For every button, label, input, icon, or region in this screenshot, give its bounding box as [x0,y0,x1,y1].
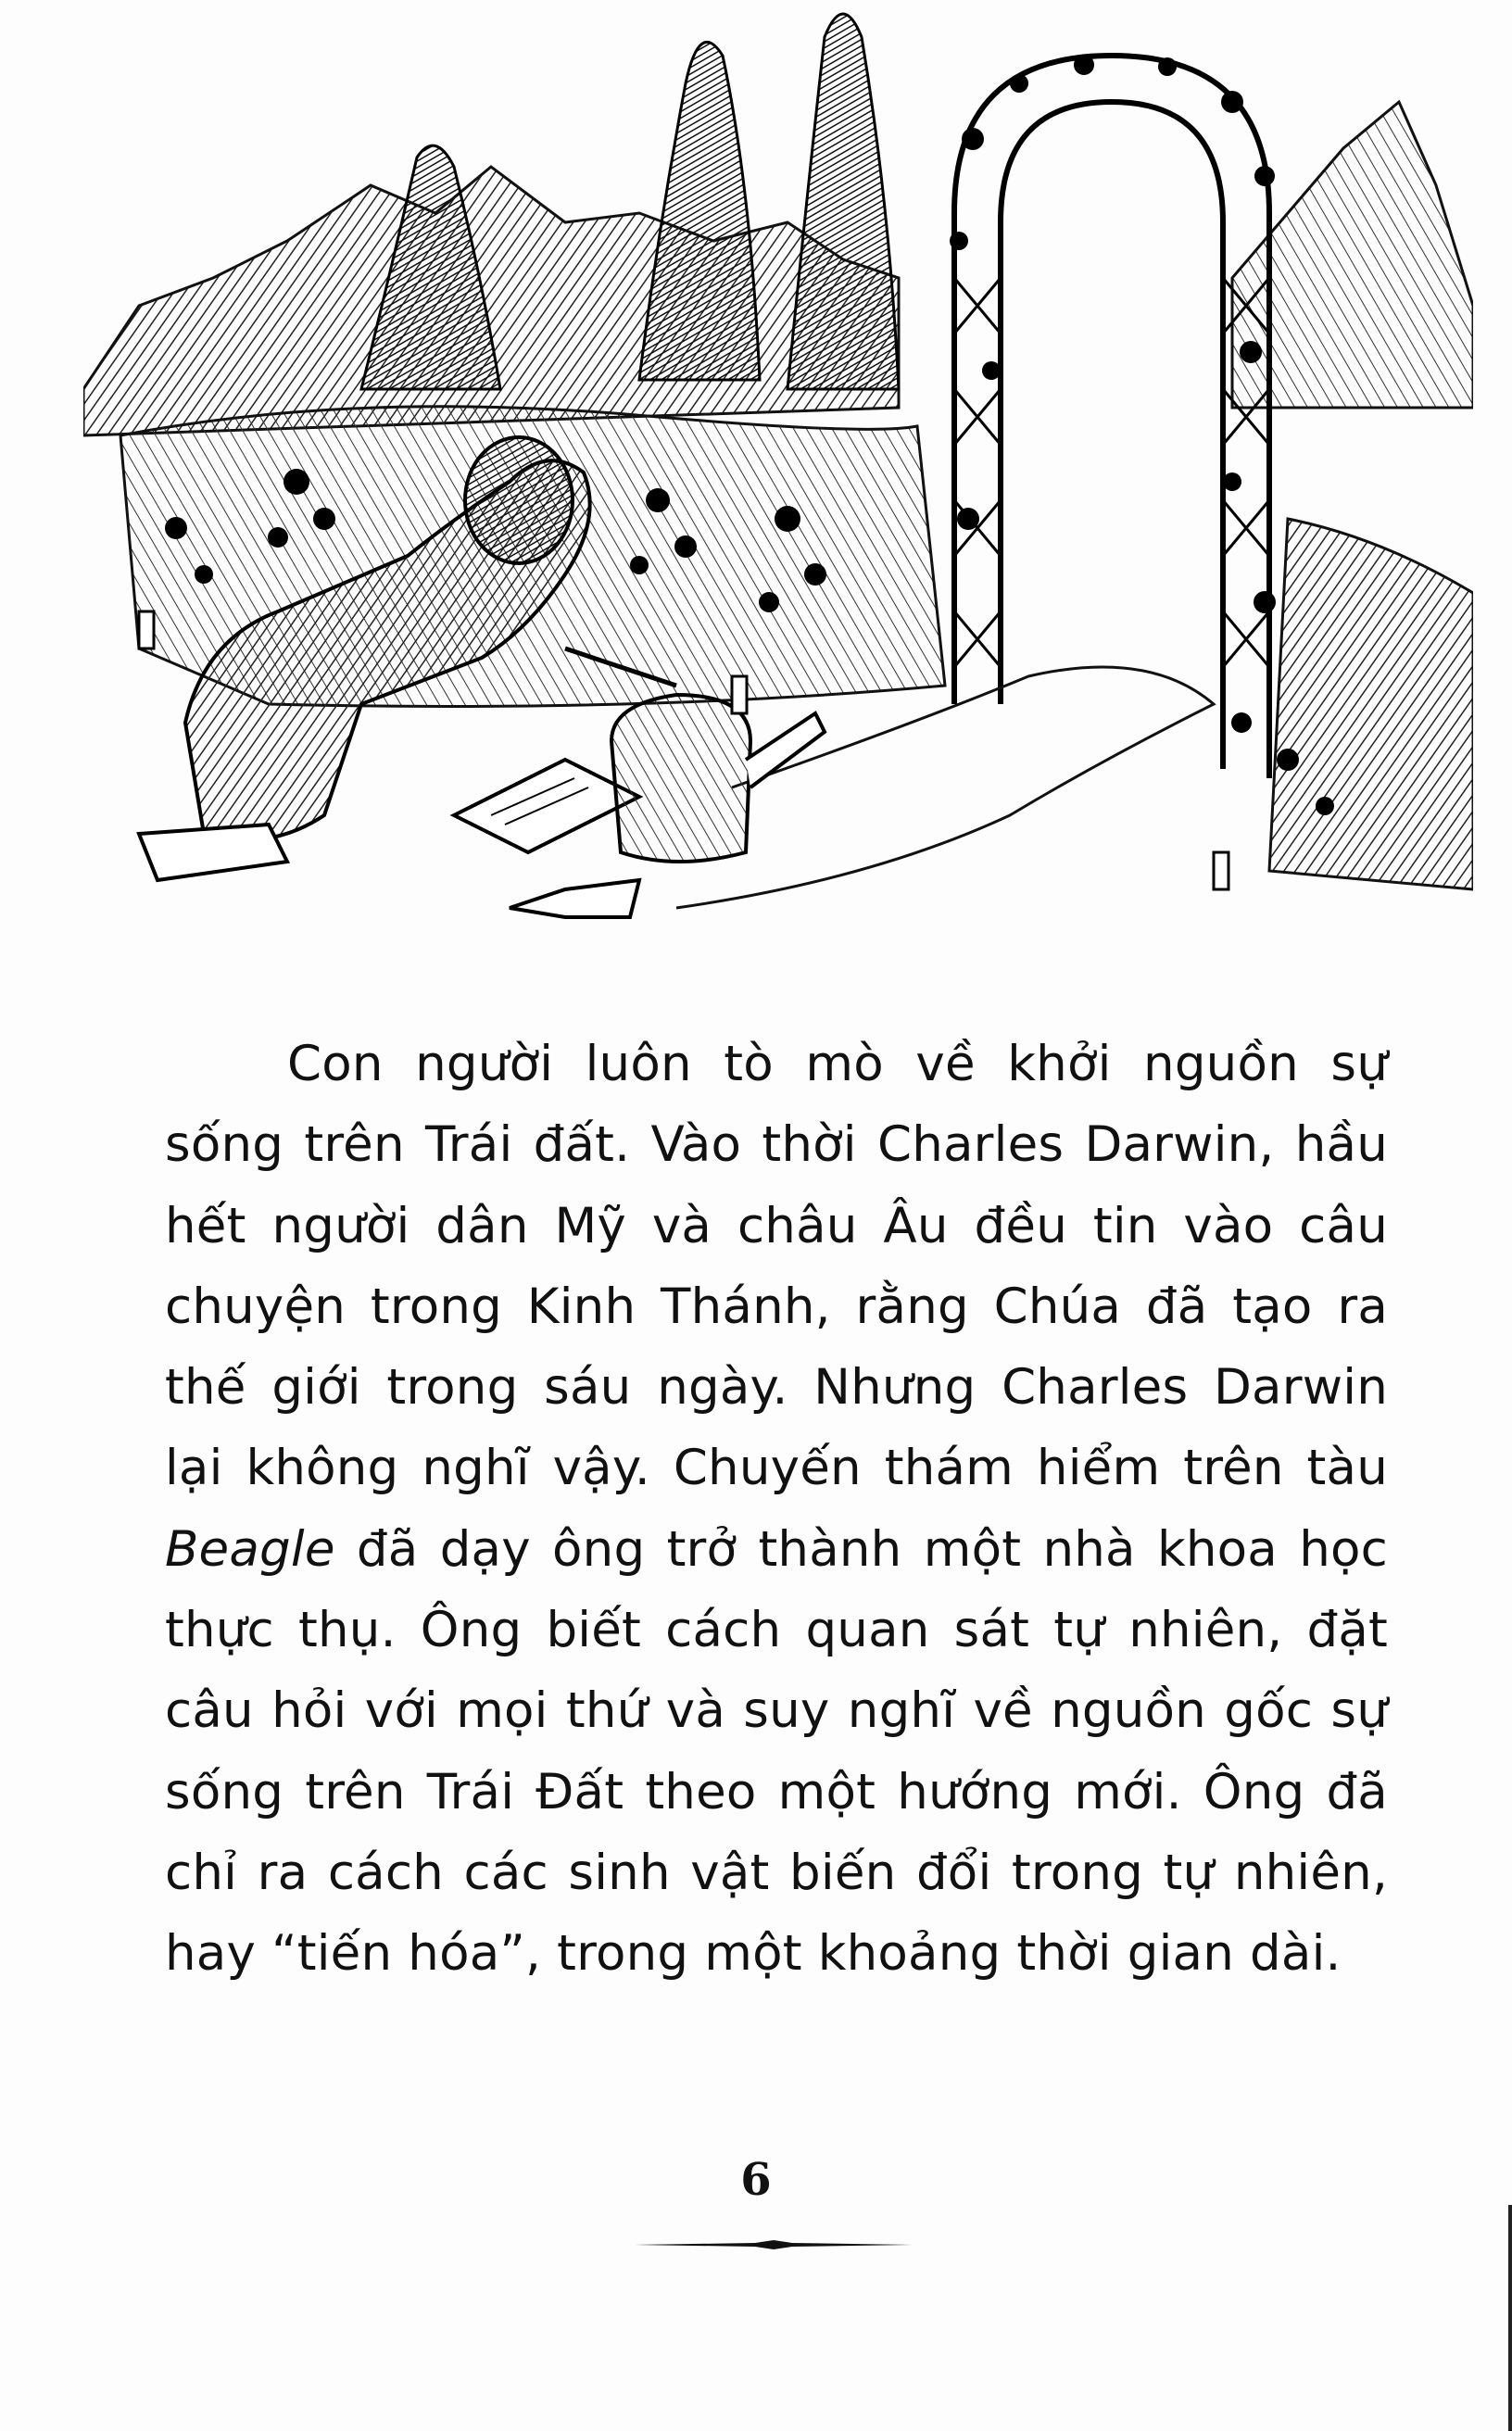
page-footer [0,2154,1512,2206]
page-edge-shadow [1508,2205,1512,2431]
paragraph-text-start: Con người luôn tò mò về khởi nguồn sự sống trên Trái đất. Vào thời Charles Darwin, hầu hết người dân Mỹ và châu Âu đều tin vào câu chuyện trong Kinh Thánh, rằng Chúa đã tạo ra thế giới trong sáu ngày. Nhưng Charles Darwin lại không nghĩ vậy. Chuyến thám hiểm trên tàu [165,1036,1388,1497]
garden-illustration [83,0,1473,973]
paragraph-text-end: đã dạy ông trở thành một nhà khoa học thực thụ. Ông biết cách quan sát tự nhiên, đặt câu hỏi với mọi thứ và suy nghĩ về nguồn gốc sự sống trên Trái Đất theo một hướng mới. Ông đã chỉ ra cách các sinh vật biến đổi trong tự nhiên, hay “tiến hóa”, trong một khoảng thời gian dài. [165,1520,1388,1983]
ship-name: Beagle [165,1520,335,1578]
illustration-drawing [83,0,1473,973]
page-number-ornament [635,2240,913,2249]
page-number: 6 [740,2154,772,2206]
body-text [165,1024,1388,1995]
paragraph [165,1024,1388,1995]
